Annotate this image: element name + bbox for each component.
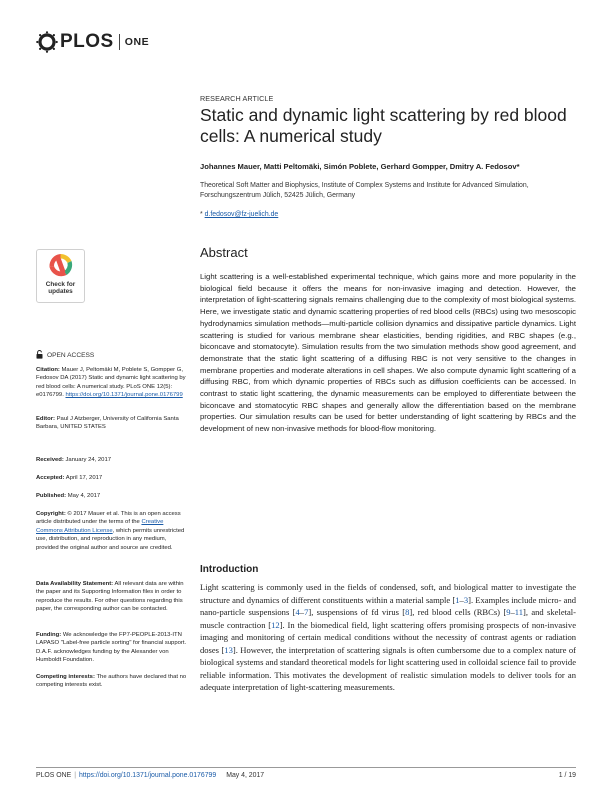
abstract-heading: Abstract [200,245,248,260]
cc-license-link[interactable]: Creative Commons Attribution License [36,519,164,534]
intro-text-segment: – [459,594,464,605]
logo-divider [119,34,120,50]
accepted-date: April 17, 2017 [64,475,103,481]
author-list: Johannes Mauer, Matti Peltomäki, Simón Poblete, Gerhard Gompper, Dmitry A. Fedosov* [200,162,520,171]
intro-text-segment: ]. In the biomedical field, light scattering offers promising prospects of non-invasive imaging and monitoring of certain medical conditions without the necessity of contrast agents or radiation doses [ [200,619,576,655]
received-block [36,456,188,464]
competing-interests-text: The authors have declared that no competing interests exist. [36,674,187,689]
page-number: 1 / 19 [558,772,576,779]
reference-link[interactable]: 12 [271,619,280,630]
footer-separator: | [74,772,77,779]
open-access-text: OPEN ACCESS [47,352,95,359]
logo-plos-text: PLOS [60,31,114,52]
reference-link[interactable]: 1 [455,594,460,605]
abstract-text: Light scattering is a well-established experimental technique, which gains more and more popularity in the biological field because it offers the means for non-invasive imaging and detection. However, the interpretation of light-scattering signals remains challenging due to the complexity of most biological systems. Here, we investigate static and dynamic scattering properties of red blood cells (RBCs) using two mesoscopic hydrodynamics simulation methods—multi-particle collision dynamics and dissipative particle dynamics. Light scattering is studied for various membrane shear elasticities, bending rigidities, and RBC shapes (e.g., biconcave and stomatocyte). Simulation results from the two simulation methods show good agreement, and demonstrate that the static light scattering of a diffusing RBC is not very sensitive to the changes in membrane properties and moderate alterations in cell shapes. We also compute dynamic light scattering of a diffusing RBC, from which dynamic properties of RBCs such as diffusion coefficients can be accessed. In contrast to static light scattering, the dynamic measurements can be employed to differentiate between the biconcave and stomatocytic RBC shapes and generally allow the differentiation based on the membrane properties. Our simulation results can be used for better understanding of light scattering by RBCs and the development of new non-invasive methods for blood-flow monitoring. [200,272,576,434]
copyright-label: Copyright: [36,511,66,517]
editor-block [36,415,188,432]
footer-journal: PLOS ONE [36,772,72,779]
reference-link[interactable]: 3 [463,594,469,605]
affiliation: Theoretical Soft Matter and Biophysics, Institute of Complex Systems and Institute for Advanced Simulation, Forschungszentrum Jülich, 52425 Jülich, Germany [200,182,529,199]
open-access-label [36,350,94,361]
plos-one-logo [36,30,149,54]
intro-text-segment: ]. However, the interpretation of scattering signals is often cumbersome due to a complex nature of biological systems and standard theoretical models for light scattering used in colloidal science fail to provide reliable information. This motivates the development of realistic simulation models to deliver tools for an adequate interpretation of light-scattering measurements. [200,644,576,692]
accepted-label: Accepted: [36,475,65,481]
copyright-block [36,510,188,552]
corresponding-email [200,211,278,218]
intro-text-segment: Light scattering is commonly used in the fields of condensed, soft, and biological matter to investigate the structure and dynamics of different constituents within a material sample [ [200,582,576,605]
introduction-text [200,581,576,694]
citation-text: Mauer J, Peltomäki M, Poblete S, Gompper G, Fedosov DA (2017) Static and dynamic light scattering by red blood cells: A numerical study. PLoS ONE 12(5): e0176799. [36,367,186,399]
article-title: Static and dynamic light scattering by red blood cells: A numerical study [200,105,567,146]
citation-doi-link[interactable]: https://doi.org/10.1371/journal.pone.0176799 [65,392,183,399]
intro-text-segment: ], suspensions of fd virus [ [308,607,406,617]
footer-rule [36,767,576,768]
reference-link[interactable]: 13 [224,644,233,655]
citation-block [36,366,188,400]
check-updates-line1: Check for [45,281,76,288]
footer-doi-link[interactable]: https://doi.org/10.1371/journal.pone.0176799 [79,772,217,779]
competing-interests-label: Competing interests: [36,674,95,680]
footer-date: May 4, 2017 [226,772,265,779]
logo-journal-text: ONE [124,36,150,48]
email-asterisk: * [200,211,205,218]
intro-text-segment: ], red blood cells (RBCs) [ [409,607,507,617]
reference-link[interactable]: 8 [405,607,410,617]
accepted-block [36,474,188,482]
check-for-updates-badge[interactable] [36,249,85,303]
published-date: May 4, 2017 [66,493,101,499]
intro-text-segment: – [299,607,305,617]
intro-text-segment: ]. Examples include micro- and nano-particle suspensions [ [200,594,576,617]
intro-text-segment: – [510,607,515,617]
editor-text: Paul J Atzberger, University of California Santa Barbara, UNITED STATES [36,416,179,431]
citation-label: Citation: [36,367,60,373]
copyright-text-1: © 2017 Mauer et al. This is an open access article distributed under the terms of the [36,511,181,526]
funding-block [36,631,188,665]
check-updates-label [37,281,84,295]
funding-text: We acknowledge the FP7-PEOPLE-2013-ITN LAPASO "Label-free particle sorting" for financial support. D.A.F. acknowledges funding by the Alexander von Humboldt Foundation. [36,632,187,664]
competing-interests-block [36,673,188,690]
published-block [36,492,188,500]
page-footer [36,772,264,779]
reference-link[interactable]: 7 [304,607,309,617]
data-availability-block [36,580,188,614]
published-label: Published: [36,493,67,499]
funding-label: Funding: [36,632,62,638]
check-updates-icon [37,250,84,282]
data-availability-label: Data Availability Statement: [36,581,114,587]
data-availability-text: All relevant data are within the paper and its Supporting Information files in order to reproduce the results. For other questions regarding this paper, the corresponding author can be contacted. [36,581,184,613]
intro-text-segment: ], and skeletal-muscle contraction [ [200,607,577,630]
plos-logo-icon [36,31,58,53]
received-label: Received: [36,457,64,463]
reference-link[interactable]: 9 [506,607,511,617]
editor-label: Editor: [36,416,55,422]
article-type: RESEARCH ARTICLE [200,94,274,103]
introduction-heading: Introduction [200,564,259,575]
email-link[interactable]: d.fedosov@fz-juelich.de [204,211,279,218]
received-date: January 24, 2017 [63,457,112,463]
check-updates-line2: updates [48,288,73,295]
reference-link[interactable]: 4 [295,607,300,617]
open-lock-icon [36,350,43,361]
reference-link[interactable]: 11 [514,607,524,617]
copyright-text-2: , which permits unrestricted use, distribution, and reproduction in any medium, provided the original author and source are credited. [36,527,185,551]
